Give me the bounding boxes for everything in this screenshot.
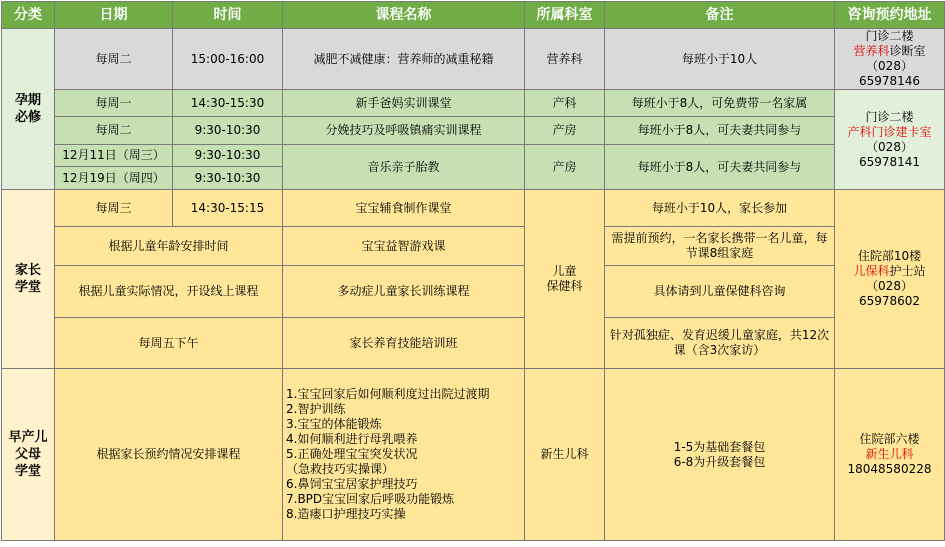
contact-nutrition: 门诊二楼 营养科诊断室 （028）65978146	[835, 29, 945, 90]
category-premature-parents: 早产儿 父母 学堂	[2, 369, 55, 541]
time-cell: 9:30-10:30	[173, 145, 283, 167]
contact-neonatal: 住院部六楼 新生儿科 18048580228	[835, 369, 945, 541]
table-row	[2, 227, 945, 266]
time-cell: 9:30-10:30	[173, 117, 283, 145]
header-contact: 咨询预约地址	[835, 2, 945, 29]
course-cell: 宝宝益智游戏课	[283, 227, 525, 266]
table-row	[2, 266, 945, 318]
table-row	[2, 29, 945, 90]
table-row	[2, 318, 945, 369]
note-cell: 每班小于10人，家长参加	[605, 190, 835, 227]
dept-cell: 产房	[525, 117, 605, 145]
schedule-cell: 根据儿童实际情况，开设线上课程	[55, 266, 283, 318]
table-row	[2, 190, 945, 227]
note-cell: 每班小于8人，可夫妻共同参与	[605, 117, 835, 145]
date-cell: 每周三	[55, 190, 173, 227]
header-date: 日期	[55, 2, 173, 29]
contact-obstetrics: 门诊二楼 产科门诊建卡室 （028）65978141	[835, 90, 945, 190]
time-cell: 14:30-15:15	[173, 190, 283, 227]
course-cell: 宝宝辅食制作课堂	[283, 190, 525, 227]
table-row	[2, 145, 945, 167]
list-item: 5.正确处理宝宝突发状况	[286, 447, 418, 461]
dept-cell: 营养科	[525, 29, 605, 90]
list-item: 1.宝宝回家后如何顺利度过出院过渡期	[286, 387, 490, 401]
list-item: 4.如何顺利进行母乳喂养	[286, 432, 418, 446]
note-cell: 需提前预约，一名家长携带一名儿童，每节课8组家庭	[605, 227, 835, 266]
course-cell: 分娩技巧及呼吸镇痛实训课程	[283, 117, 525, 145]
category-pregnancy: 孕期 必修	[2, 29, 55, 190]
note-cell: 针对孤独症、发育迟缓儿童家庭，共12次课（含3次家访）	[605, 318, 835, 369]
list-item: 2.智护训练	[286, 402, 346, 416]
table-row	[2, 117, 945, 145]
table-row	[2, 369, 945, 541]
course-cell: 多动症儿童家长训练课程	[283, 266, 525, 318]
dept-cell: 产科	[525, 90, 605, 117]
list-item: 6.鼻饲宝宝居家护理技巧	[286, 477, 418, 491]
list-item: （急救技巧实操课）	[286, 462, 395, 476]
schedule-cell: 每周五下午	[55, 318, 283, 369]
course-cell: 家长养育技能培训班	[283, 318, 525, 369]
date-cell: 12月19日（周四）	[55, 167, 173, 190]
list-item: 8.造瘘口护理技巧实操	[286, 507, 406, 521]
category-parent-school: 家长 学堂	[2, 190, 55, 369]
dept-cell: 产房	[525, 145, 605, 190]
date-cell: 12月11日（周三）	[55, 145, 173, 167]
schedule-cell: 根据儿童年龄安排时间	[55, 227, 283, 266]
list-item: 3.宝宝的体能锻炼	[286, 417, 382, 431]
date-cell: 每周二	[55, 117, 173, 145]
time-cell: 15:00-16:00	[173, 29, 283, 90]
time-cell: 14:30-15:30	[173, 90, 283, 117]
note-cell: 每班小于8人，可免费带一名家属	[605, 90, 835, 117]
course-list	[283, 369, 525, 541]
time-cell: 9:30-10:30	[173, 167, 283, 190]
header-department: 所属科室	[525, 2, 605, 29]
note-cell: 每班小于8人，可夫妻共同参与	[605, 145, 835, 190]
note-cell: 具体请到儿童保健科咨询	[605, 266, 835, 318]
list-item: 7.BPD宝宝回家后呼吸功能锻炼	[286, 492, 455, 506]
header-time: 时间	[173, 2, 283, 29]
note-cell: 每班小于10人	[605, 29, 835, 90]
header-course: 课程名称	[283, 2, 525, 29]
date-cell: 每周二	[55, 29, 173, 90]
header-note: 备注	[605, 2, 835, 29]
contact-child-health: 住院部10楼 儿保科护士站 （028）65978602	[835, 190, 945, 369]
header-row	[2, 2, 945, 29]
schedule-cell: 根据家长预约情况安排课程	[55, 369, 283, 541]
course-cell: 音乐亲子胎教	[283, 145, 525, 190]
course-cell: 减肥不减健康：营养师的减重秘籍	[283, 29, 525, 90]
table-row	[2, 90, 945, 117]
course-cell: 新手爸妈实训课堂	[283, 90, 525, 117]
dept-cell: 新生儿科	[525, 369, 605, 541]
dept-child-health: 儿童 保健科	[525, 190, 605, 369]
date-cell: 每周一	[55, 90, 173, 117]
header-category: 分类	[2, 2, 55, 29]
note-cell: 1-5为基础套餐包 6-8为升级套餐包	[605, 369, 835, 541]
course-schedule-table	[1, 1, 945, 541]
